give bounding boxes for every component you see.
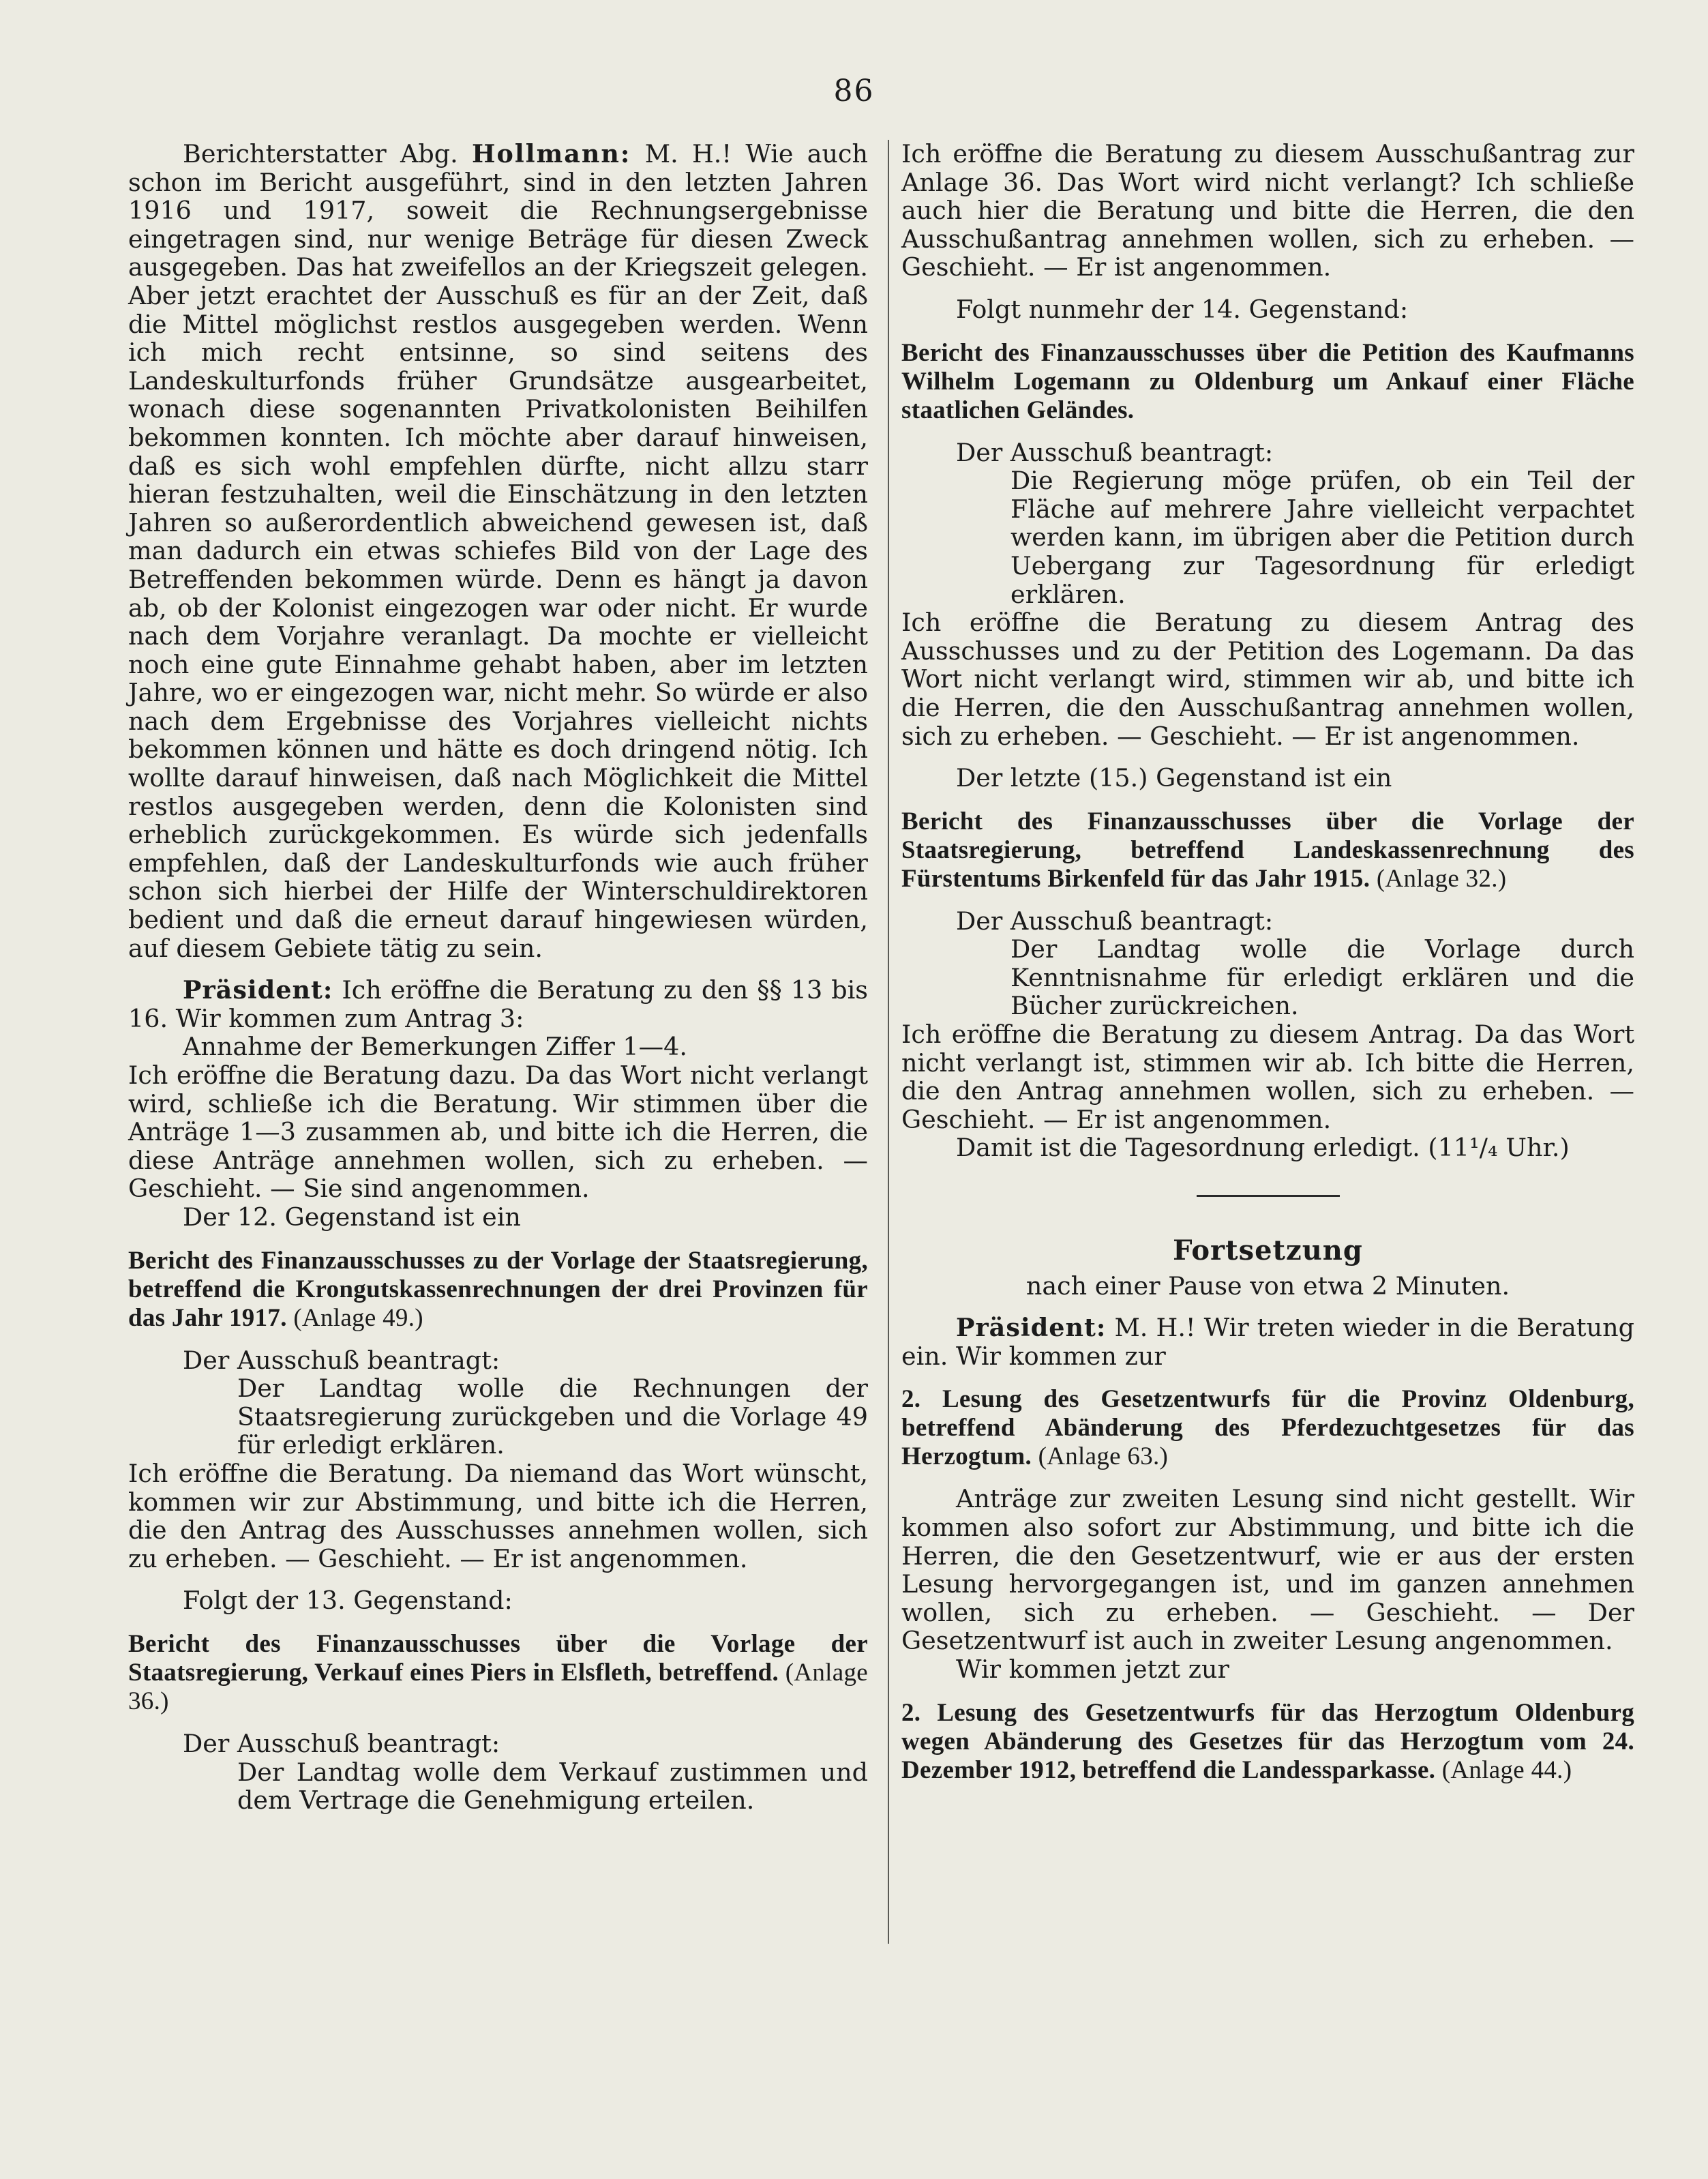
speech-hollmann [128, 140, 868, 962]
heading-annex: (Anlage 36.) [128, 1658, 868, 1715]
heading-annex: (Anlage 63.) [1032, 1442, 1169, 1471]
reading-heading-landessparkasse [901, 1699, 1634, 1785]
heading-title: Bericht des Finanzausschusses über die Vorlage der Staatsregierung, Verkauf eines Piers in Elsfleth, betreffend. [128, 1629, 868, 1687]
president-statement [901, 1314, 1634, 1370]
statement-text: Ich eröffne die Beratung zu den §§ 13 bis 16. Wir kommen zum Antrag 3: [128, 975, 868, 1033]
speaker-intro: Berichterstatter Abg. [183, 139, 473, 168]
agenda-item-15-heading [901, 807, 1634, 893]
president-statement [128, 976, 868, 1033]
page-number: 86 [833, 74, 875, 108]
paragraph: Ich eröffne die Beratung zu diesem Antrag. Da das Wort nicht verlangt ist, stimmen wir ab. Ich bitte die Herren, die den Antrag annehmen wollen, sich zu erheben. — Geschieht. — Er ist angenommen. [901, 1020, 1634, 1134]
agenda-item-14-heading: Bericht des Finanzausschusses über die Petition des Kaufmanns Wilhelm Logemann zu Oldenburg um Ankauf einer Fläche staatlichen Geländes. [901, 338, 1634, 424]
heading-title: Bericht des Finanzausschusses über die Vorlage der Staatsregierung, betreffend Landeskassenrechnung des Fürstentums Birkenfeld für das Jahr 1915. [901, 807, 1634, 893]
committee-motion: Der Landtag wolle dem Verkauf zustimmen und dem Vertrage die Genehmigung erteilen. [237, 1757, 868, 1815]
heading-title: 2. Lesung des Gesetzentwurfs für die Provinz Oldenburg, betreffend Abänderung des Pferdezuchtgesetzes für das Herzogtum. [901, 1385, 1634, 1471]
agenda-item-intro: Der letzte (15.) Gegenstand ist ein [956, 763, 1392, 793]
paragraph: Ich eröffne die Beratung dazu. Da das Wort nicht verlangt wird, schließe ich die Beratung. Wir stimmen über die Anträge 1—3 zusammen ab, und bitte ich die Herren, die diese Anträge annehmen wollen, sich zu erheben. — Geschieht. — Sie sind angenommen. [128, 1061, 868, 1204]
committee-motion: Die Regierung möge prüfen, ob ein Teil der Fläche auf mehrere Jahre vielleicht verpachtet werden kann, im übrigen aber die Petition durch Uebergang zur Tagesordnung für erledigt erklären. [1010, 466, 1634, 609]
president-label: Präsident: [183, 975, 333, 1005]
committee-motion-label: Der Ausschuß beantragt: [956, 437, 1274, 467]
committee-motion: Der Landtag wolle die Vorlage durch Kenntnisnahme für erledigt erklären und die Bücher zurückreichen. [1010, 934, 1634, 1021]
right-column [901, 140, 1634, 1785]
closing-line: Damit ist die Tagesordnung erledigt. (11¹/₄ Uhr.) [956, 1133, 1570, 1163]
section-title: Fortsetzung [1173, 1234, 1363, 1267]
motion-text: Annahme der Bemerkungen Ziffer 1—4. [183, 1032, 687, 1062]
statement-text: M. H.! Wir treten wieder in die Beratung ein. Wir kommen zur [901, 1313, 1634, 1371]
speaker-name: Hollmann: [472, 139, 631, 168]
agenda-item-intro: Der 12. Gegenstand ist ein [183, 1202, 521, 1232]
agenda-item-intro: Folgt der 13. Gegenstand: [183, 1586, 513, 1616]
paragraph: Ich eröffne die Beratung zu diesem Antrag des Ausschusses und zu der Petition des Logemann. Da das Wort nicht verlangt wird, stimmen wir ab, und bitte ich die Herren, die den Ausschußantrag annehmen wollen, sich zu erheben. — Geschieht. — Er ist angenommen. [901, 608, 1634, 751]
agenda-item-intro: Folgt nunmehr der 14. Gegenstand: [956, 294, 1409, 324]
paragraph: Ich eröffne die Beratung. Da niemand das Wort wünscht, kommen wir zur Abstimmung, und bitte ich die Herren, die den Antrag des Ausschusses annehmen wollen, sich zu erheben. — Geschieht. — Er ist angenommen. [128, 1458, 868, 1573]
paragraph: Ich eröffne die Beratung zu diesem Ausschußantrag zur Anlage 36. Das Wort wird nicht verlangt? Ich schließe auch hier die Beratung und bitte die Herren, die den Ausschußantrag annehmen wollen, sich zu erheben. — Geschieht. — Er ist angenommen. [901, 139, 1634, 282]
heading-annex: (Anlage 32.) [1370, 864, 1507, 893]
section-divider [1197, 1195, 1340, 1197]
agenda-item-12-heading [128, 1247, 868, 1333]
left-column [128, 140, 868, 1815]
column-divider [888, 140, 889, 1944]
heading-annex: (Anlage 44.) [1435, 1755, 1572, 1784]
president-label: Präsident: [956, 1313, 1107, 1343]
committee-motion-label: Der Ausschuß beantragt: [183, 1728, 500, 1758]
committee-motion: Der Landtag wolle die Rechnungen der Staatsregierung zurückgeben und die Vorlage 49 für erledigt erklären. [237, 1374, 868, 1460]
agenda-item-13-heading [128, 1630, 868, 1716]
committee-motion-label: Der Ausschuß beantragt: [183, 1345, 500, 1375]
committee-motion-label: Der Ausschuß beantragt: [956, 906, 1274, 936]
reading-heading-pferdezucht [901, 1385, 1634, 1471]
section-subtitle: nach einer Pause von etwa 2 Minuten. [1025, 1271, 1510, 1301]
paragraph: Anträge zur zweiten Lesung sind nicht gestellt. Wir kommen also sofort zur Abstimmung, und bitte ich die Herren, die den Gesetzentwurf, wie er aus der ersten Lesung hervorgegangen ist, und im ganzen annehmen wollen, sich zu erheben. — Geschieht. — Der Gesetzentwurf ist auch in zweiter Lesung angenommen. [901, 1484, 1634, 1656]
speech-text: M. H.! Wie auch schon im Bericht ausgeführt, sind in den letzten Jahren 1916 und 1917, soweit die Rechnungsergebnisse eingetragen sind, nur wenige Beträge für diesen Zweck ausgegeben. Das hat zweifellos an der Kriegszeit gelegen. Aber jetzt erachtet der Ausschuß es für an der Zeit, daß die Mittel möglichst restlos ausgegeben werden. Wenn ich mich recht entsinne, so sind seitens des Landeskulturfonds früher Grundsätze ausgearbeitet, wonach diese sogenannten Privatkolonisten Beihilfen bekommen konnten. Ich möchte aber darauf hinweisen, daß es sich wohl empfehlen dürfte, nicht allzu starr hieran festzuhalten, weil die Einschätzung in den letzten Jahren so außerordentlich abweichend gewesen ist, daß man dadurch ein etwas schiefes Bild von der Lage des Betreffenden bekommen würde. Denn es hängt ja davon ab, ob der Kolonist eingezogen war oder nicht. Er wurde nach dem Vorjahre veranlagt. Da mochte er vielleicht noch eine gute Einnahme gehabt haben, aber im letzten Jahre, wo er eingezogen war, nicht mehr. So würde er also nach dem Ergebnisse des Vorjahres vielleicht nichts bekommen können und hätte es doch dringend nötig. Ich wollte darauf hinweisen, daß nach Möglichkeit die Mittel restlos ausgegeben werden, denn die Kolonisten sind erheblich zurückgekommen. Es würde sich jedenfalls empfehlen, daß der Landeskulturfonds wie auch früher schon sich hierbei der Hilfe der Winterschuldirektoren bedient und daß die erneut darauf hingewiesen würden, auf diesem Gebiete tätig zu sein. [128, 139, 868, 963]
heading-title: Bericht des Finanzausschusses zu der Vorlage der Staatsregierung, betreffend die Krongutskassenrechnungen der drei Provinzen für das Jahr 1917. [128, 1246, 868, 1332]
agenda-item-intro: Wir kommen jetzt zur [956, 1654, 1229, 1684]
heading-title: 2. Lesung des Gesetzentwurfs für das Herzogtum Oldenburg wegen Abänderung des Gesetzes für das Herzogtum vom 24. Dezember 1912, betreffend die Landessparkasse. [901, 1698, 1634, 1784]
heading-annex: (Anlage 49.) [286, 1303, 423, 1332]
